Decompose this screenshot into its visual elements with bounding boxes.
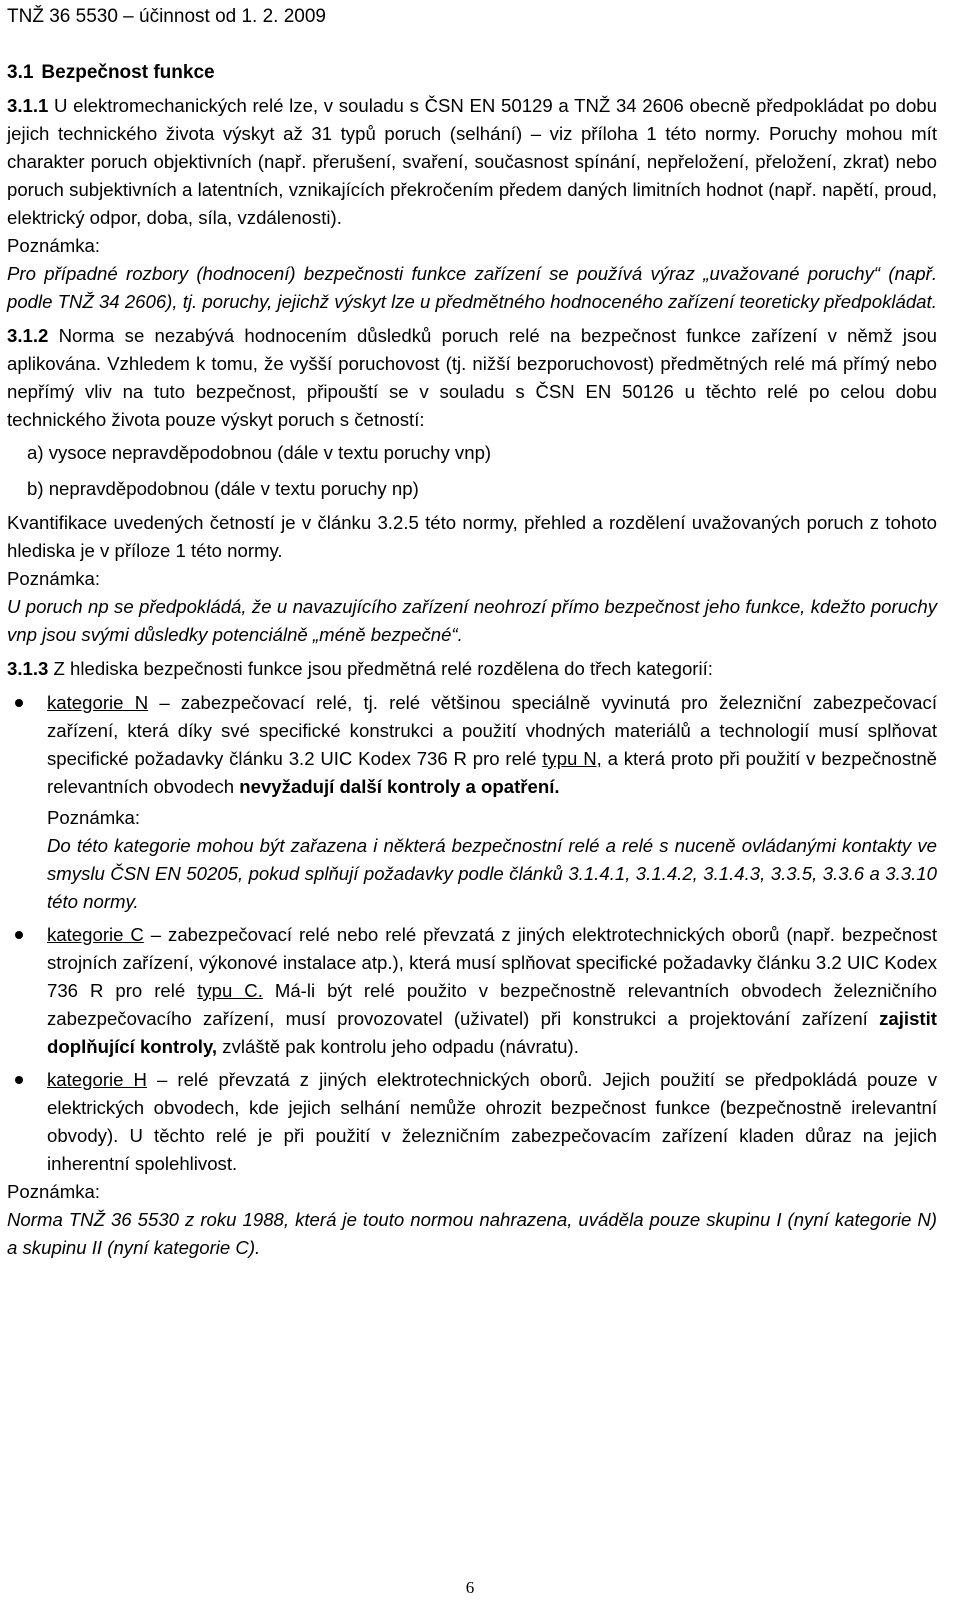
section-title: Bezpečnost funkce: [41, 62, 215, 83]
note-text: U poruch np se předpokládá, že u navazujícího zařízení neohrozí přímo bezpečnost jeho funkce, kdežto poruchy vnp jsou svými důsledky potenciálně „méně bezpečné“.: [7, 596, 937, 645]
document-body: [7, 92, 937, 1262]
bullet-icon: [15, 1076, 23, 1084]
paragraph-text: Norma se nezabývá hodnocením důsledků poruch relé na bezpečnost funkce zařízení v němž jsou aplikována. Vzhledem k tomu, že vyšší poruchovost (tj. nižší bezporuchovost) předmětných relé má přímý nebo nepřímý vliv na tuto bezpečnost, připouští se v souladu s ČSN EN 50126 u těchto relé po celou dobu technického života pouze výskyt poruch s četností:: [7, 325, 937, 430]
note-label: Poznámka:: [47, 807, 141, 828]
section-number: 3.1: [7, 62, 34, 83]
category-term: kategorie C: [47, 924, 144, 945]
category-text: Má-li být relé použito v bezpečnostně relevantních obvodech železničního zabezpečovacího zařízení, musí provozovatel (uživatel) při konstrukci a projektování zařízení: [47, 980, 937, 1029]
category-text: – zabezpečovací relé nebo relé převzatá z jiných elektrotechnických oborů (např. bezpečnost strojních zařízení, výkonové instalace atp.), která musí splňovat specifické požadavky článku 3.2 UIC Kodex 736 R pro relé: [47, 924, 937, 1001]
paragraph-3-1-2: [7, 322, 937, 434]
running-header: TNŽ 36 5530 – účinnost od 1. 2. 2009: [7, 6, 326, 27]
clause-number: 3.1.1: [7, 95, 49, 116]
clause-number: 3.1.3: [7, 658, 49, 679]
note-label: Poznámka:: [7, 568, 101, 589]
list-item-a: a) vysoce nepravděpodobnou (dále v textu poruchy vnp): [27, 442, 492, 463]
paragraph-text: Kvantifikace uvedených četností je v článku 3.2.5 této normy, přehled a rozdělení uvažovaných poruch z tohoto hlediska je v příloze 1 této normy.: [7, 512, 937, 561]
emphasis-text: zajistit doplňující kontroly,: [47, 1008, 937, 1057]
bullet-icon: [15, 931, 23, 939]
list-item-category-n: [7, 689, 937, 916]
paragraph-text: U elektromechanických relé lze, v souladu s ČSN EN 50129 a TNŽ 34 2606 obecně předpokládat po dobu jejich technického života výskyt až 31 typů poruch (selhání) – viz příloha 1 této normy. Poruchy mohou mít charakter poruch objektivních (např. přerušení, svaření, současnost spínání, nepřeložení, přeložení, zkrat) nebo poruch subjektivních a latentních, vznikajících překročením předem daných limitních hodnot (např. napětí, proud, elektrický odpor, doba, síla, vzdálenosti).: [7, 95, 937, 228]
list-item-b: b) nepravděpodobnou (dále v textu poruchy np): [27, 478, 419, 499]
category-term: kategorie H: [47, 1069, 147, 1090]
paragraph-3-1-1: [7, 92, 937, 232]
list-item-category-h: [7, 1066, 937, 1178]
list-item-category-c: [7, 921, 937, 1061]
note-label: Poznámka:: [7, 1181, 101, 1202]
category-text: – relé převzatá z jiných elektrotechnických oborů. Jejich použití se předpokládá pouze v elektrických obvodech, kde jejich selhání nemůže ohrozit bezpečnost funkce (bezpečnostně irelevantní obvody). U těchto relé je při použití v železničním zabezpečovacím zařízení kladen důraz na jejich inherentní spolehlivost.: [47, 1069, 937, 1174]
emphasis-text: nevyžadují další kontroly a opatření.: [239, 776, 560, 797]
category-text: – zabezpečovací relé, tj. relé většinou speciálně vyvinutá pro železniční zabezpečovací zařízení, která díky své specifické konstrukci a použití vhodných materiálů a technologií musí splňovat specifické požadavky článku 3.2 UIC Kodex 736 R pro relé: [47, 692, 937, 769]
paragraph-text: Z hlediska bezpečnosti funkce jsou předmětná relé rozdělena do třech kategorií:: [53, 658, 713, 679]
category-text: a která proto při použití v bezpečnostně relevantních obvodech: [47, 748, 938, 797]
relay-type: typu C.: [197, 980, 263, 1001]
page-number: 6: [465, 1578, 475, 1597]
paragraph-3-1-3: [7, 655, 937, 683]
category-text: zvláště pak kontrolu jeho odpadu (návratu).: [217, 1036, 579, 1057]
section-heading: [7, 62, 215, 84]
note-label: Poznámka:: [7, 235, 101, 256]
note-text: Norma TNŽ 36 5530 z roku 1988, která je touto normou nahrazena, uváděla pouze skupinu I (nyní kategorie N) a skupinu II (nyní kategorie C).: [7, 1209, 937, 1258]
category-term: kategorie N: [47, 692, 149, 713]
bullet-icon: [15, 699, 23, 707]
clause-number: 3.1.2: [7, 325, 49, 346]
note-text: Do této kategorie mohou být zařazena i některá bezpečnostní relé a relé s nuceně ovládanými kontakty ve smyslu ČSN EN 50205, pokud splňují požadavky podle článků 3.1.4.1, 3.1.4.2, 3.1.4.3, 3.3.5, 3.3.6 a 3.3.10 této normy.: [47, 835, 937, 912]
relay-type: typu N,: [542, 748, 602, 769]
note-text: Pro případné rozbory (hodnocení) bezpečnosti funkce zařízení se používá výraz „uvažované poruchy“ (např. podle TNŽ 34 2606), tj. poruchy, jejichž výskyt lze u předmětného hodnoceného zařízení teoreticky předpokládat.: [7, 263, 937, 312]
category-list: [7, 689, 937, 1178]
